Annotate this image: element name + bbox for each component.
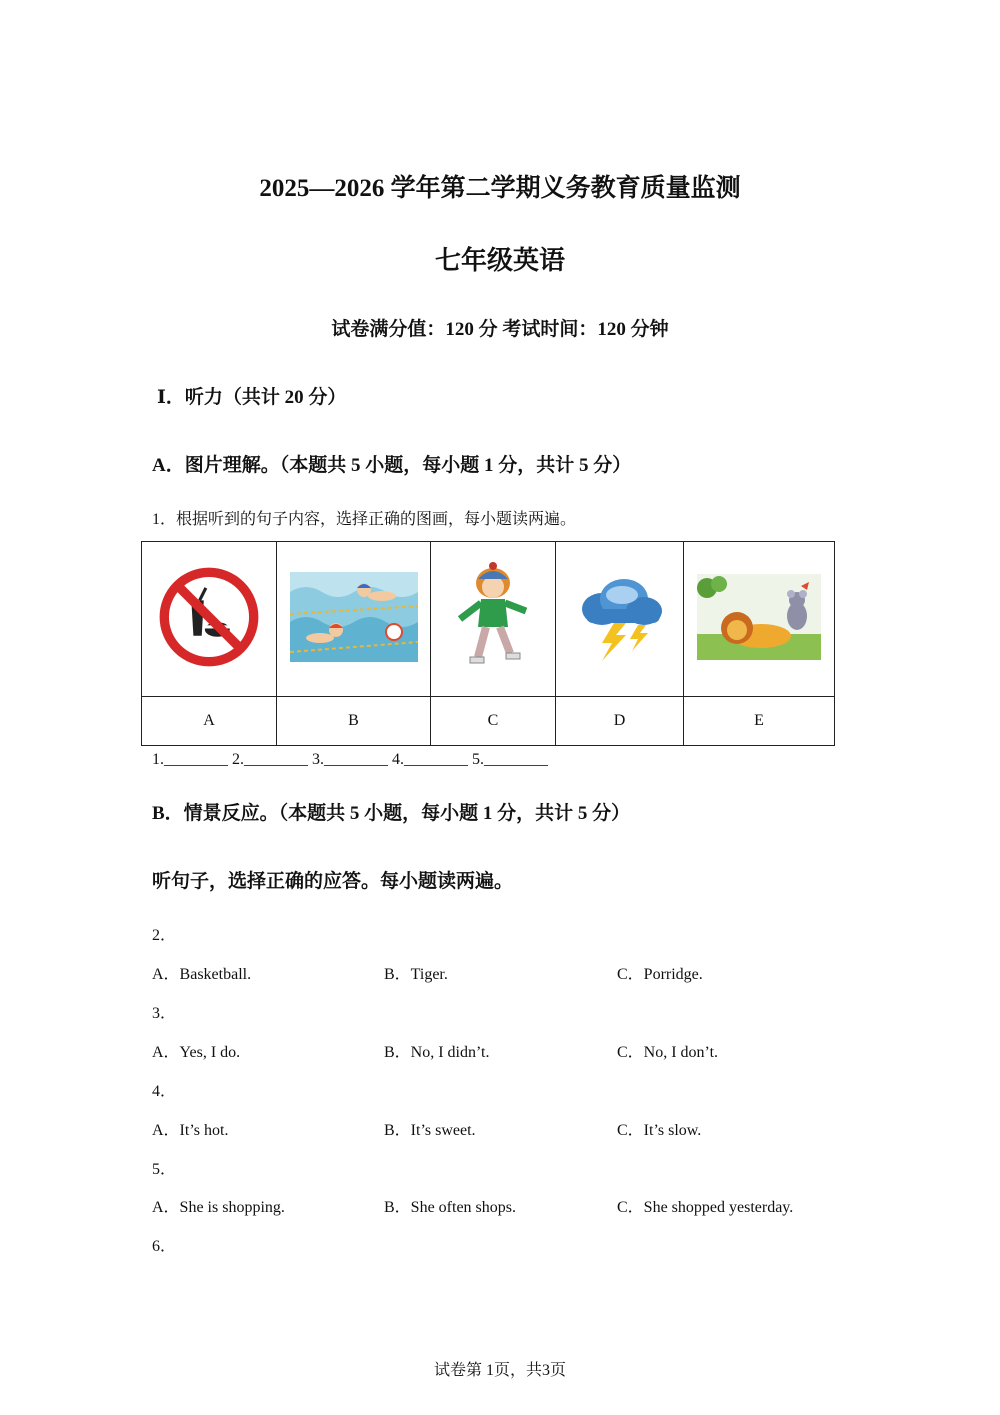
picture-label-a: A [142,697,277,746]
picture-cell-b [277,542,431,697]
option-b: B．Tiger. [384,966,448,983]
exam-info: 试卷满分值：120 分 考试时间：120 分钟 [331,319,669,340]
no-food-drink-icon [157,565,261,669]
option-c: C．No, I don’t. [617,1044,719,1061]
option-c: C．It’s slow. [617,1122,702,1139]
part-b-heading: B．情景反应。（本题共 5 小题，每小题 1 分，共计 5 分） [152,803,631,824]
option-c: C．She shopped yesterday. [617,1199,794,1216]
picture-label-e: E [684,697,835,746]
option-a: A．She is shopping. [152,1199,285,1216]
option-b: B．No, I didn’t. [384,1044,490,1061]
answer-blanks: 1.________ 2.________ 3.________ 4.________ 5.________ [152,751,548,768]
page-footer: 试卷第 1页，共3页 [433,1362,566,1379]
picture-table [141,541,835,746]
skating-girl-icon [448,561,538,673]
exam-subtitle: 七年级英语 [434,246,565,275]
lion-and-mouse-icon [697,574,821,660]
picture-cell-d [556,542,684,697]
option-b: B．She often shops. [384,1199,517,1216]
question-number: 6． [152,1238,177,1255]
picture-label-d: D [556,697,684,746]
picture-label-b: B [277,697,431,746]
picture-cell-c [431,542,556,697]
option-c: C．Porridge. [617,966,703,983]
swimming-icon [290,572,418,662]
option-a: A．Basketball. [152,966,252,983]
picture-cell-a [142,542,277,697]
part-b-instruction: 听句子，选择正确的应答。每小题读两遍。 [152,871,514,892]
exam-title: 2025—2026 学年第二学期义务教育质量监测 [259,175,741,202]
question-number: 5． [152,1161,177,1178]
picture-label-c: C [431,697,556,746]
part-a-instruction: 1．根据听到的句子内容，选择正确的图画，每小题读两遍。 [152,511,577,528]
option-a: A．Yes, I do. [152,1044,241,1061]
question-number: 2． [152,927,177,944]
section-listening-heading: Ⅰ．听力（共计 20 分） [157,387,347,408]
picture-cell-e [684,542,835,697]
option-b: B．It’s sweet. [384,1122,476,1139]
question-number: 3． [152,1005,177,1022]
question-number: 4． [152,1083,177,1100]
part-a-heading: A．图片理解。（本题共 5 小题，每小题 1 分，共计 5 分） [152,455,632,476]
option-a: A．It’s hot. [152,1122,229,1139]
thunderstorm-icon [572,569,668,665]
